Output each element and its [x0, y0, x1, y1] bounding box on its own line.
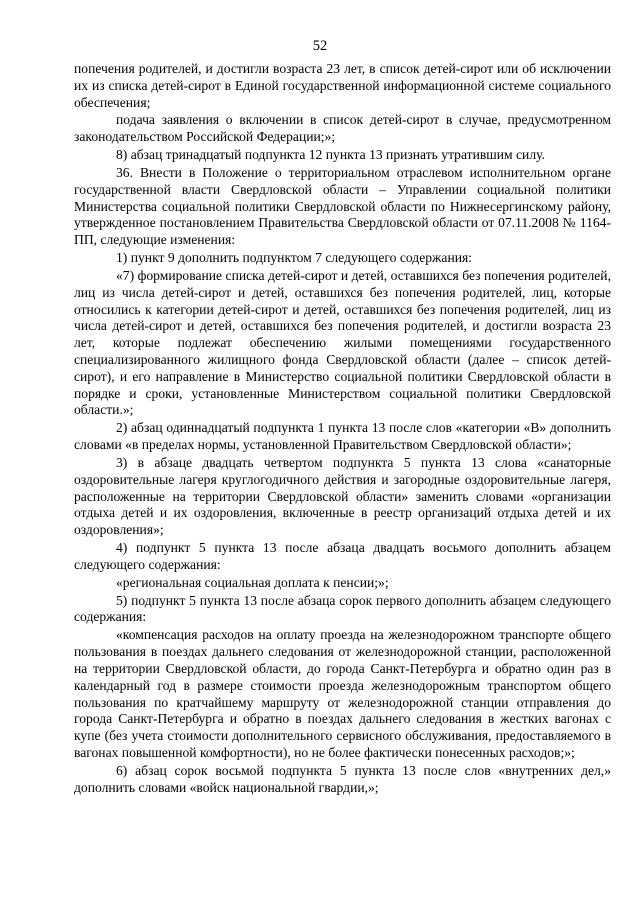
paragraph: «компенсация расходов на оплату проезда на железнодорожном транспорте общего пользования в поездах дальнего следования от железнодорожной станции, расположенной на территории Свердловской области, до города Санкт-Петербурга и обратно один раз в календарный год в размере стоимости проезда железнодорожным транспортом общего пользования по кратчайшему маршруту от железнодорожной станции отправления до города Санкт-Петербурга и обратно в поездах дальнего следования в жестких вагонах с купе (без учета стоимости дополнительного сервисного обслуживания, предоставляемого в вагонах повышенной комфортности), но не более фактически понесенных расходов;»; [74, 627, 611, 760]
paragraph: 1) пункт 9 дополнить подпунктом 7 следующего содержания: [116, 250, 473, 266]
document-body [74, 61, 611, 797]
paragraph: 3) в абзаце двадцать четвертом подпункта 5 пункта 13 слова «санаторные оздоровительные лагеря круглогодичного действия и загородные оздоровительные лагеря, расположенные на территории Свердловской области» заменить словами «организации отдыха детей и их оздоровления, включенные в реестр организаций отдыха детей и их оздоровления»; [74, 454, 611, 538]
paragraph: 5) подпункт 5 пункта 13 после абзаца сорок первого дополнить абзацем следующего содержания: [74, 592, 611, 625]
paragraph: 8) абзац тринадцатый подпункта 12 пункта 13 признать утратившим силу. [116, 147, 545, 163]
paragraph: 36. Внести в Положение о территориальном отраслевом исполнительном органе государственной власти Свердловской области – Управлении социальной политики Министерства социальной политики Свердловской области по Нижнесергинскому району, утвержденное постановлением Правительства Свердловской области от 07.11.2008 № 1164-ПП, следующие изменения: [74, 165, 611, 248]
page-number: 52 [312, 38, 328, 54]
paragraph: попечения родителей, и достигли возраста 23 лет, в список детей-сирот или об исключении их из списка детей-сирот в Единой государственной информационной системе социального обеспечения; [74, 61, 611, 110]
paragraph: 4) подпункт 5 пункта 13 после абзаца двадцать восьмого дополнить абзацем следующего содержания: [74, 540, 611, 572]
paragraph: 6) абзац сорок восьмой подпункта 5 пункта 13 после слов «внутренних дел,» дополнить словами «войск национальной гвардии,»; [74, 762, 611, 795]
paragraph: «региональная социальная доплата к пенсии;»; [116, 574, 389, 590]
paragraph: подача заявления о включении в список детей-сирот в случае, предусмотренном законодательством Российской Федерации;»; [74, 112, 611, 145]
paragraph: «7) формирование списка детей-сирот и детей, оставшихся без попечения родителей, лиц из числа детей-сирот и детей, оставшихся без попечения родителей, лиц, которые относились к категории детей-сирот и детей, оставшихся без попечения родителей, лиц из числа детей-сирот и детей, оставшихся без попечения родителей, и достигли возраста 23 лет, которые подлежат обеспечению жилыми помещениями государственного специализированного жилищного фонда Свердловской области (далее – список детей-сирот), и его направление в Министерство социальной политики Свердловской области в порядке и сроки, установленные Министерством социальной политики Свердловской области.»; [74, 268, 611, 418]
paragraph: 2) абзац одиннадцатый подпункта 1 пункта 13 после слов «категории «В» дополнить словами «в пределах нормы, установленной Правительством Свердловской области»; [74, 420, 611, 453]
